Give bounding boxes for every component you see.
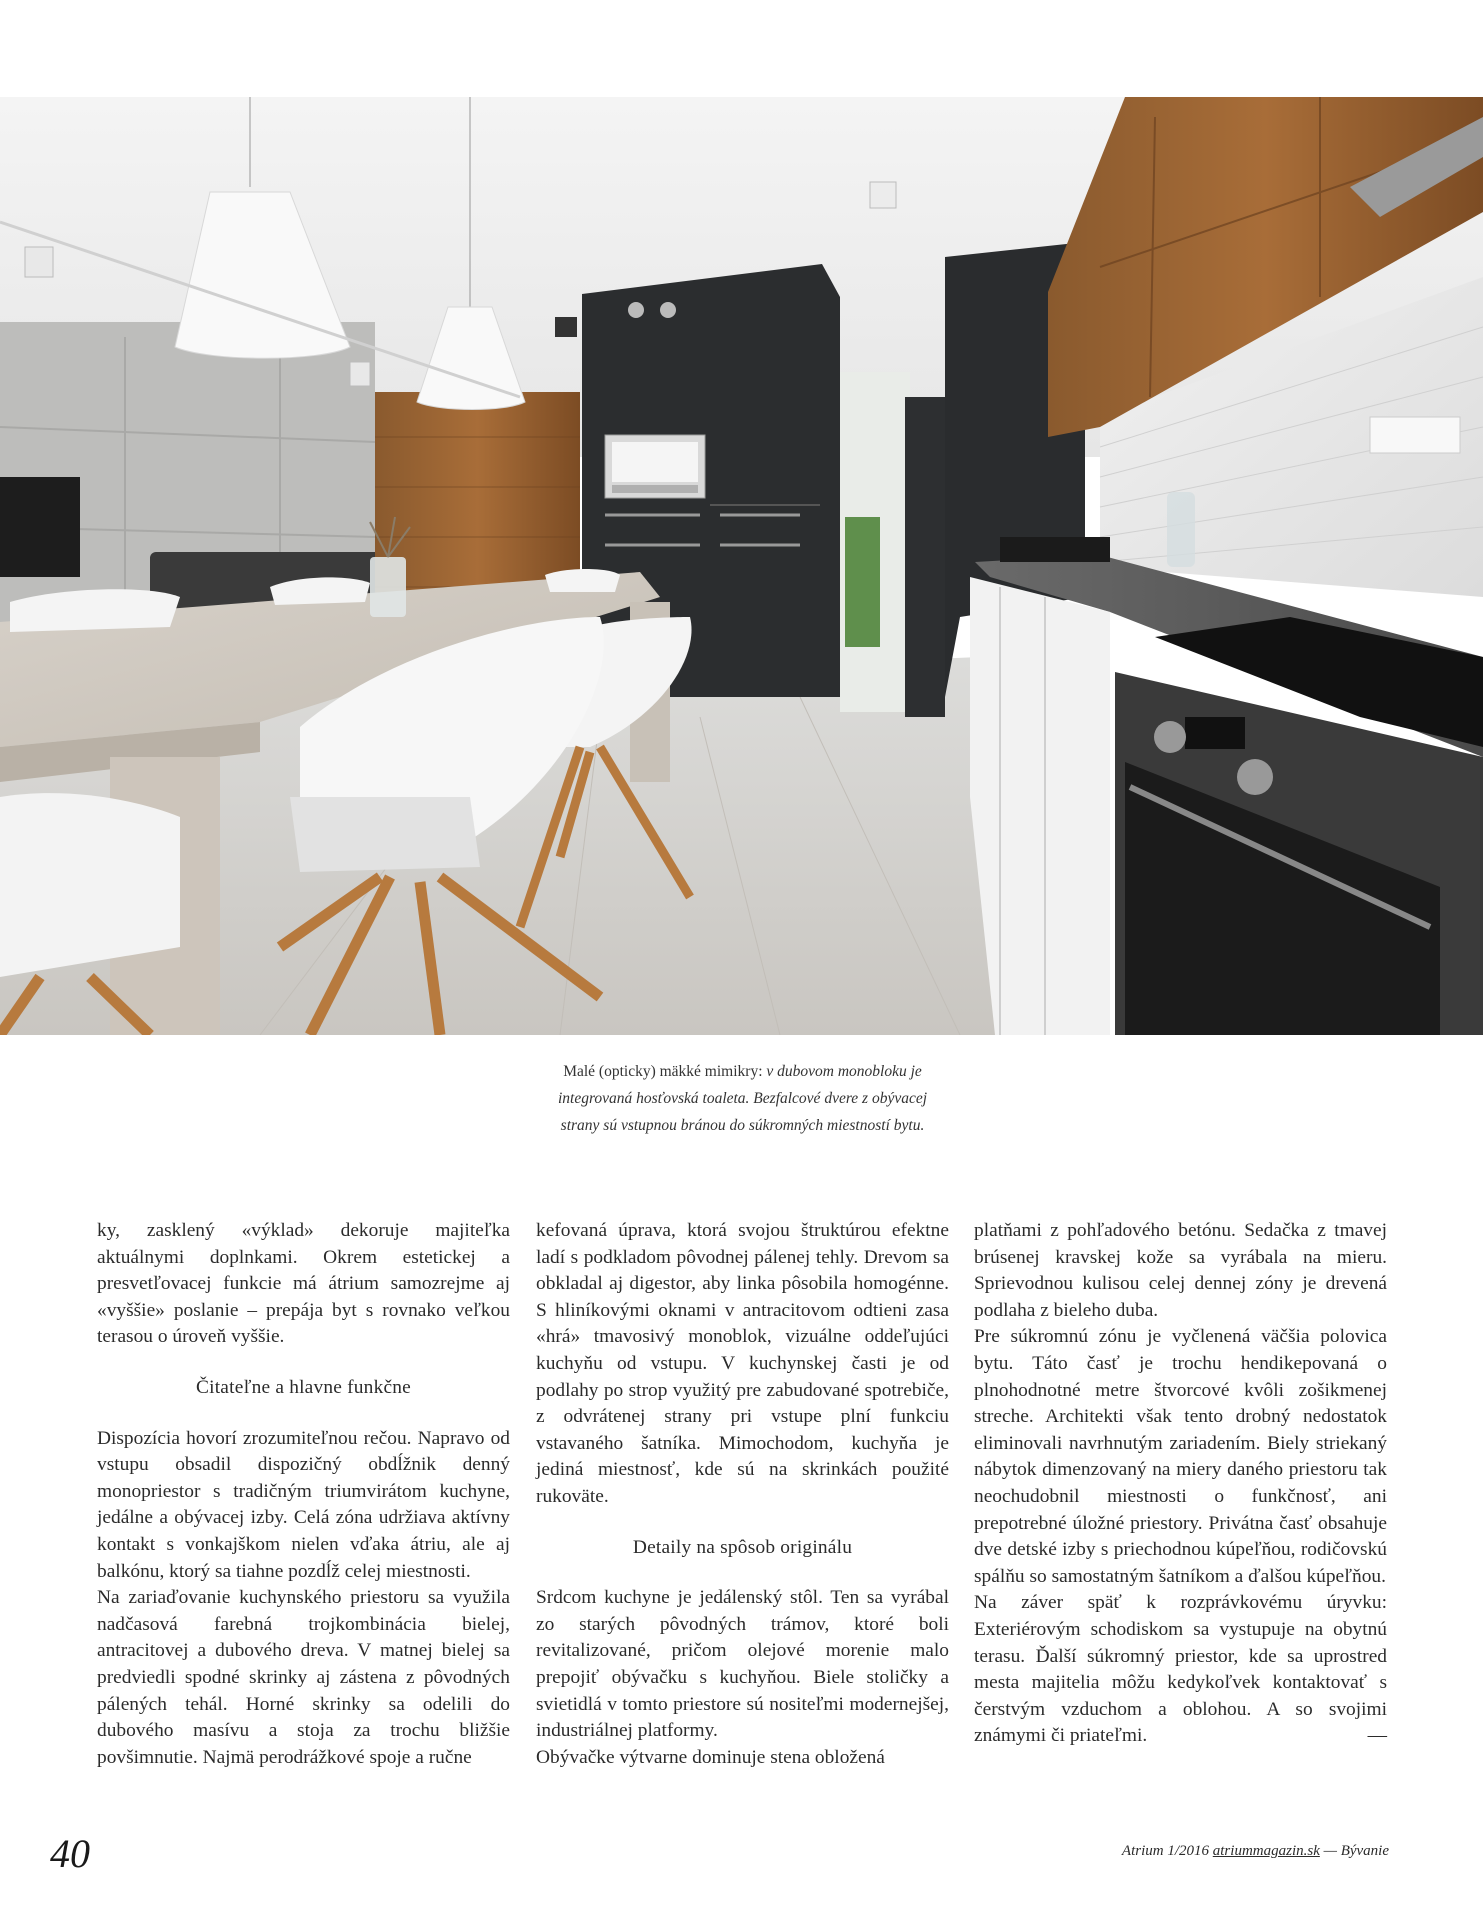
text-column-1: [97, 1218, 510, 1771]
paragraph: ky, zasklený «výklad» dekoruje majiteľka aktuálnymi doplnkami. Okrem estetickej a presvetľovacej funkcie má átrium samozrejme aj «vyššie» poslanie – prepája byt s rovnako veľkou terasou o úroveň vyššie.: [97, 1220, 510, 1348]
text-column-3: [974, 1218, 1387, 1750]
section-name: — Bývanie: [1319, 1843, 1389, 1859]
kitchen-interior-photo: [0, 97, 1483, 1035]
page-number: 40: [50, 1831, 90, 1876]
end-mark: —: [1367, 1725, 1387, 1747]
footer-credit: [1122, 1843, 1389, 1860]
section-heading: Čitateľne a hlavne funkčne: [196, 1376, 411, 1398]
section-heading: Detaily na spôsob originálu: [632, 1536, 853, 1558]
magazine-url-link[interactable]: atriummagazin.sk: [1212, 1843, 1320, 1859]
paragraph: Pre súkromnú zónu je vyčlenená väčšia polovica bytu. Táto časť je trochu hendikepovaná o plnohodnotné metre štvorcové kvôli zošikmenej streche. Architekti však tento drobný nedostatok eliminovali navrhnutým zariadením. Biely striekaný nábytok dimenzovaný na miery daného priestoru tak neochudobnil miestnosti o funkčnosť, ani prepotrebné úložné priestory. Privátna časť obsahuje dve detské izby s priechodnou kúpeľňou, rodičovskú spálňu so samostatným šatníkom a ďalšou kúpeľňou.: [974, 1326, 1387, 1587]
paragraph: Dispozícia hovorí zrozumiteľnou rečou. Napravo od vstupu obsadil dispozičný obdĺžnik denný monopriestor s tradičným triumvirátom kuchyne, jedálne a obývacej izby. Celá zóna udržiava aktívny kontakt s vonkajškom nielen vďaka átriu, ale aj balkónu, ktorý sa tiahne pozdĺž celej miestnosti.: [97, 1427, 510, 1582]
text-column-2: [536, 1218, 949, 1771]
photo-caption: [550, 1058, 935, 1139]
paragraph: platňami z pohľadového betónu. Sedačka z tmavej brúsenej kravskej kože sa vyrábala na mieru. Sprievodnou kulisou celej dennej zóny je drevená podlaha z bieleho duba.: [974, 1220, 1387, 1321]
paragraph: Srdcom kuchyne je jedálenský stôl. Ten sa vyrábal zo starých pôvodných trámov, ktoré boli revitalizované, pričom olejové morenie malo prepojiť obývačku s kuchyňou. Biele stoličky a svietidlá v tomto priestore sú nositeľmi modernejšej, industriálnej platformy.: [536, 1587, 949, 1742]
paragraph: Na zariaďovanie kuchynského priestoru sa využila nadčasová farebná trojkombinácia bielej, antracitovej a dubového dreva. V matnej bielej sa predviedli spodné skrinky aj zástena z pôvodných pálených tehál. Horné skrinky sa odelili do dubového masívu a stoja za trochu bližšie povšimnutie. Najmä perodrážkové spoje a ručne: [97, 1587, 510, 1768]
paragraph-text: Na záver späť k rozprávkovému úryvku: Exteriérovým schodiskom sa vystupuje na obytnú terasu. Ďalší súkromný priestor, kde sa uprostred mesta majitelia môžu kedykoľvek kontaktovať s čerstvým vzduchom a oblohou. A so svojimi známymi či priateľmi.: [974, 1592, 1387, 1747]
caption-lead: Malé (opticky) mäkké mimikry:: [563, 1063, 767, 1080]
magazine-issue: Atrium 1/2016: [1121, 1843, 1213, 1859]
paragraph: Obývačke výtvarne dominuje stena obložená: [536, 1746, 885, 1768]
paragraph: [974, 1590, 1387, 1750]
paragraph: kefovaná úprava, ktorá svojou štruktúrou efektne ladí s podkladom pôvodnej pálenej tehly. Drevom sa obkladal aj digestor, aby linka pôsobila homogénne. S hliníkovými oknami v antracitovom odtieni zasa «hrá» tmavosivý monoblok, vizuálne oddeľujúci kuchyňu od vstupu. V kuchynskej časti je od podlahy po strop využitý pre zabudované spotrebiče, z odvrátenej strany pri vstupe plní funkciu vstavaného šatníka. Mimochodom, kuchyňa je jediná miestnosť, kde sú na skrinkách použité rukoväte.: [536, 1220, 949, 1507]
photo-illustration: [0, 97, 1483, 1035]
caption-italic: v dubovom monobloku je integrovaná hosťovská toaleta. Bezfalcové dvere z obývacej strany sú vstupnou bránou do súkromných miestností bytu.: [557, 1063, 928, 1134]
